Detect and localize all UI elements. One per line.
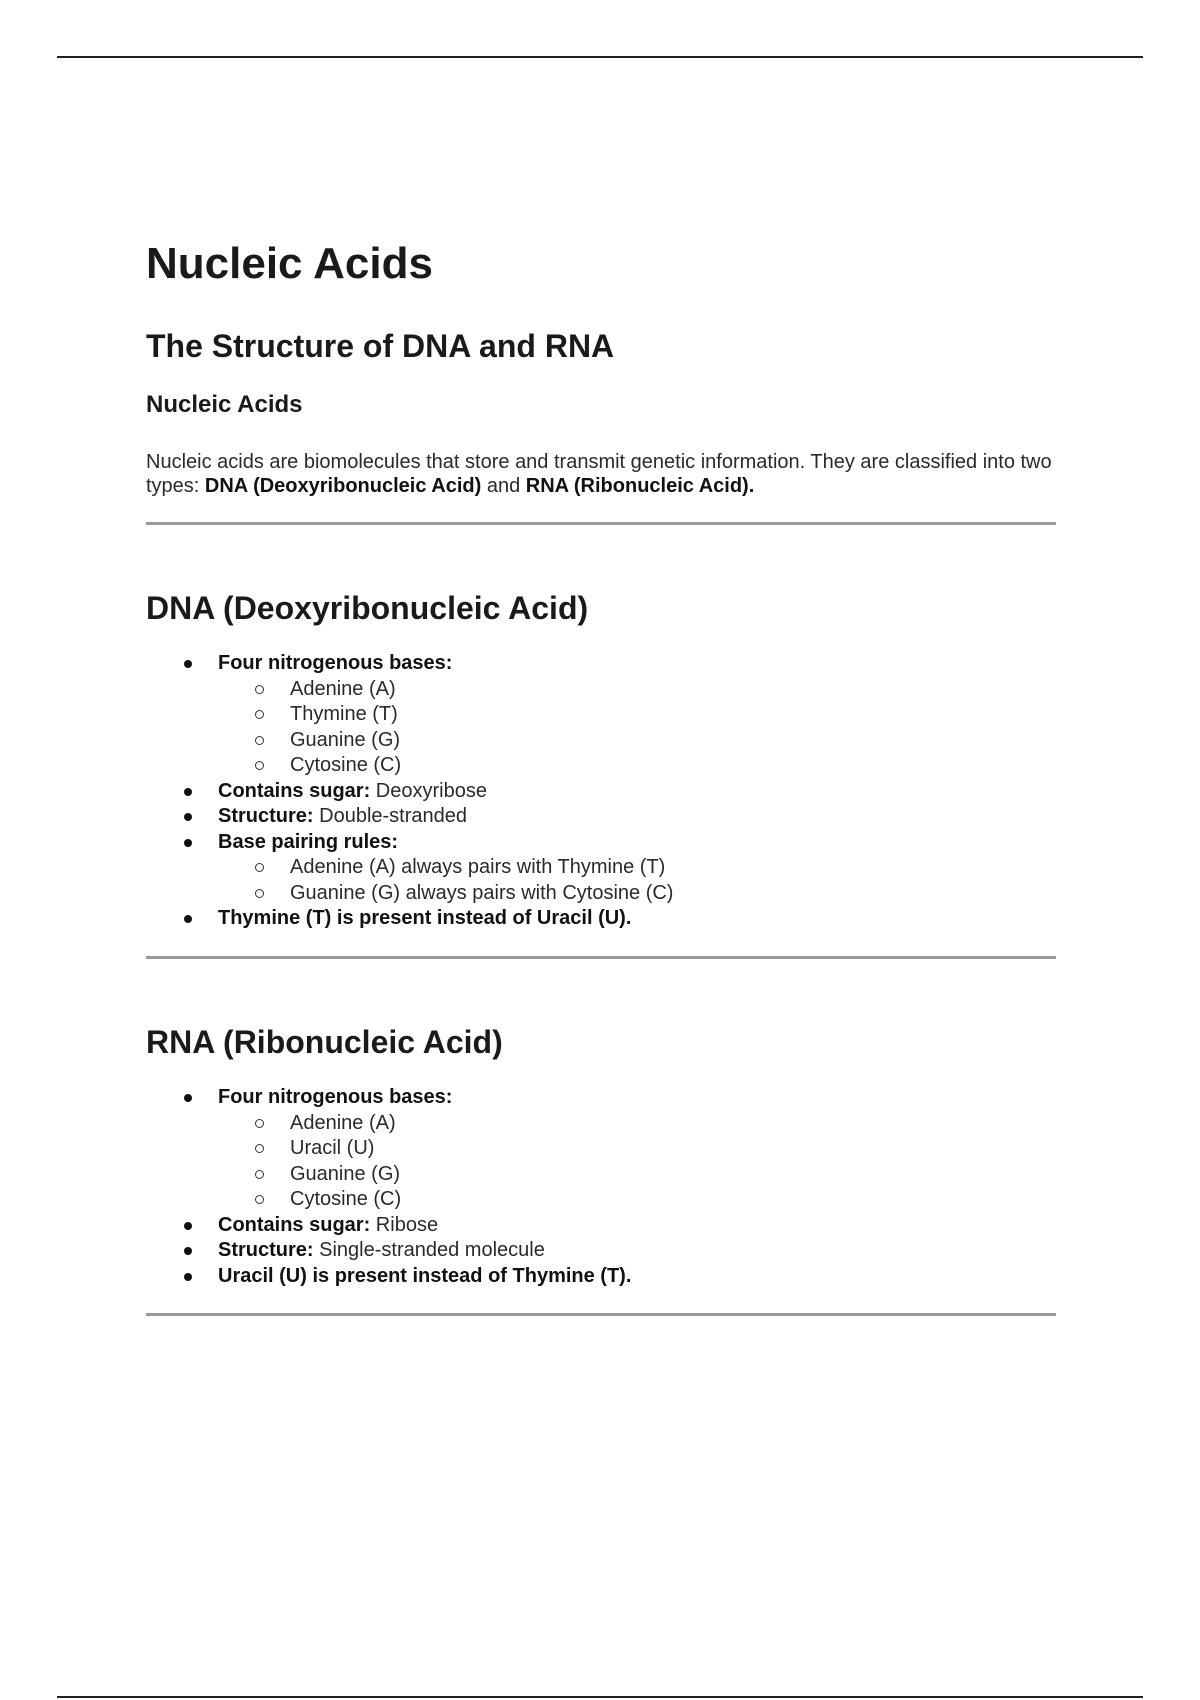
list-item (218, 855, 1056, 881)
bullet-icon (184, 1094, 192, 1102)
rna-sugar-value: Ribose (370, 1213, 439, 1236)
dna-list (146, 651, 1056, 932)
pairing-rule: Adenine (A) always pairs with Thymine (T) (290, 856, 666, 879)
intro-rna-term: RNA (Ribonucleic Acid). (525, 474, 755, 497)
list-item (146, 804, 1056, 830)
list-item (146, 651, 1056, 779)
sub-bullet-icon (255, 863, 264, 872)
dna-bases-label: Four nitrogenous bases: (218, 652, 453, 675)
list-item (218, 881, 1056, 907)
list-item (146, 1264, 1056, 1290)
list-item (218, 1187, 1056, 1213)
list-item (218, 1162, 1056, 1188)
base-name: Cytosine (C) (290, 1188, 402, 1211)
rna-structure-value: Single-stranded molecule (313, 1239, 545, 1262)
dna-pairing-label: Base pairing rules: (218, 830, 399, 853)
base-name: Adenine (A) (290, 1111, 396, 1134)
sub-bullet-icon (255, 1119, 264, 1128)
list-item (146, 1238, 1056, 1264)
intro-heading: Nucleic Acids (146, 391, 303, 419)
bullet-icon (184, 1247, 192, 1255)
list-item (218, 753, 1056, 779)
list-item (146, 1213, 1056, 1239)
sub-bullet-icon (255, 1170, 264, 1179)
rna-list (146, 1085, 1056, 1289)
dna-structure-value: Double-stranded (313, 805, 468, 828)
bullet-icon (184, 839, 192, 847)
list-item (218, 728, 1056, 754)
rna-bases-label: Four nitrogenous bases: (218, 1086, 453, 1109)
dna-sugar-value: Deoxyribose (370, 779, 487, 802)
sub-bullet-icon (255, 710, 264, 719)
bullet-icon (184, 788, 192, 796)
page-bottom-rule (57, 1696, 1143, 1698)
bullet-icon (184, 1273, 192, 1281)
list-item (218, 702, 1056, 728)
bullet-icon (184, 1222, 192, 1230)
bullet-icon (184, 915, 192, 923)
dna-heading: DNA (Deoxyribonucleic Acid) (146, 589, 589, 626)
list-item (146, 830, 1056, 907)
sub-bullet-icon (255, 685, 264, 694)
bullet-icon (184, 813, 192, 821)
page-subtitle: The Structure of DNA and RNA (146, 327, 615, 364)
base-name: Cytosine (C) (290, 754, 402, 777)
base-name: Uracil (U) (290, 1137, 375, 1160)
intro-paragraph (146, 450, 1056, 498)
rna-bases-list (218, 1111, 1056, 1213)
list-item (218, 677, 1056, 703)
intro-and: and (481, 474, 526, 497)
base-name: Guanine (G) (290, 1162, 401, 1185)
rna-heading: RNA (Ribonucleic Acid) (146, 1023, 503, 1060)
list-item (146, 1085, 1056, 1213)
dna-bases-list (218, 677, 1056, 779)
rna-note: Uracil (U) is present instead of Thymine (T). (218, 1264, 632, 1287)
sub-bullet-icon (255, 1195, 264, 1204)
document-body (146, 238, 1056, 1316)
section-divider (146, 1313, 1056, 1316)
pairing-rule: Guanine (G) always pairs with Cytosine (C) (290, 881, 674, 904)
sub-bullet-icon (255, 736, 264, 745)
page-title: Nucleic Acids (146, 239, 433, 288)
base-name: Adenine (A) (290, 677, 396, 700)
dna-pairing-list (218, 855, 1056, 906)
page-top-rule (57, 56, 1143, 58)
base-name: Guanine (G) (290, 728, 401, 751)
sub-bullet-icon (255, 761, 264, 770)
list-item (218, 1111, 1056, 1137)
list-item (146, 779, 1056, 805)
base-name: Thymine (T) (290, 703, 398, 726)
sub-bullet-icon (255, 889, 264, 898)
sub-bullet-icon (255, 1144, 264, 1153)
section-divider (146, 956, 1056, 959)
rna-sugar-label: Contains sugar: (218, 1213, 371, 1236)
dna-structure-label: Structure: (218, 805, 314, 828)
rna-structure-label: Structure: (218, 1239, 314, 1262)
intro-text: Nucleic acids are biomolecules that store and transmit genetic information. They are classified into two types: (146, 450, 1052, 497)
intro-dna-term: DNA (Deoxyribonucleic Acid) (204, 474, 482, 497)
bullet-icon (184, 660, 192, 668)
dna-note: Thymine (T) is present instead of Uracil (U). (218, 907, 632, 930)
section-divider (146, 522, 1056, 525)
list-item (146, 906, 1056, 932)
list-item (218, 1136, 1056, 1162)
dna-sugar-label: Contains sugar: (218, 779, 371, 802)
